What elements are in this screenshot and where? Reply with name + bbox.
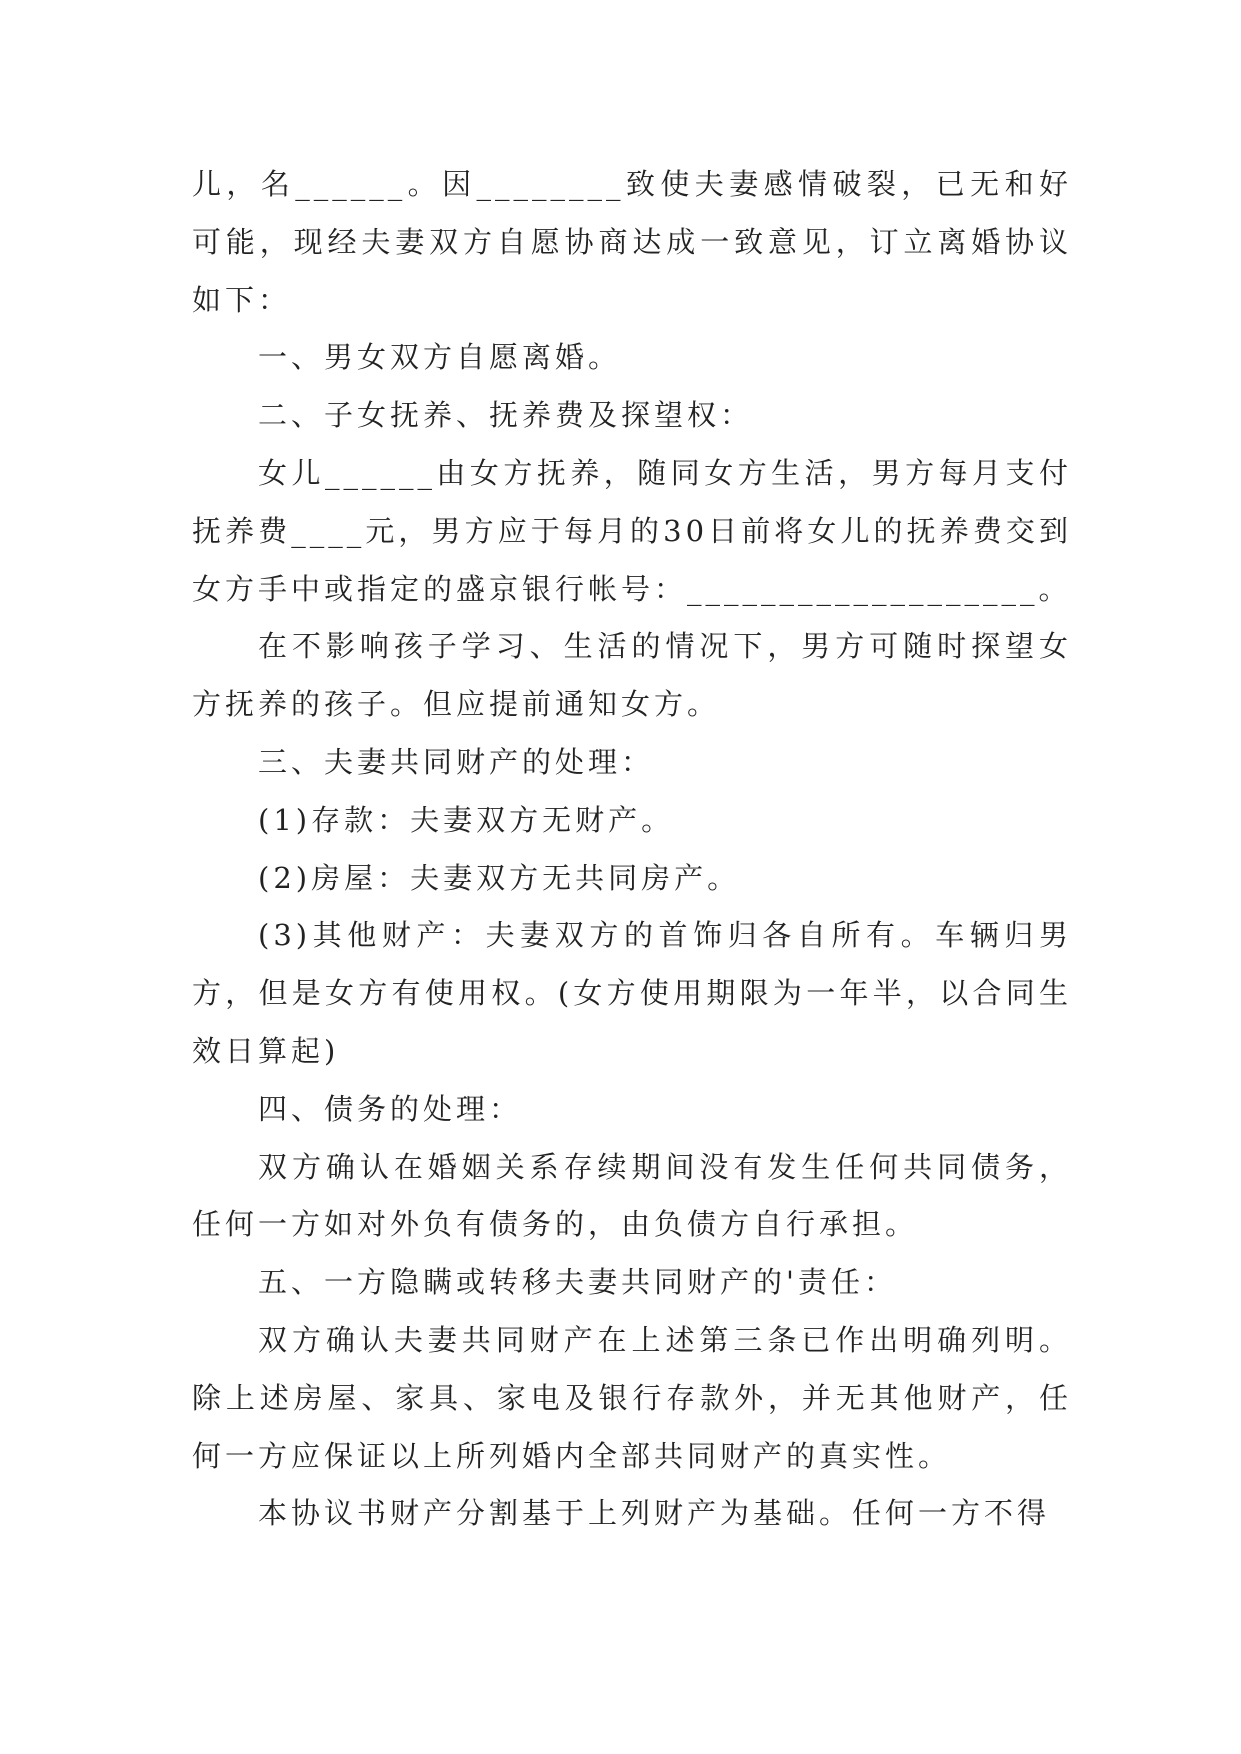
document-page [192, 156, 1072, 1543]
clause-1-heading: 一、男女双方自愿离婚。 [258, 340, 622, 375]
clause-5-basis: 本协议书财产分割基于上列财产为基础。任何一方不得 [258, 1496, 1051, 1531]
clause-5-heading: 五、一方隐瞒或转移夫妻共同财产的'责任： [258, 1265, 897, 1300]
clause-2-visitation: 在不影响孩子学习、生活的情况下，男方可随时探望女方抚养的孩子。但应提前通知女方。 [192, 629, 1072, 722]
clause-2-heading: 二、子女抚养、抚养费及探望权： [258, 398, 754, 433]
paragraph-intro-continued: 儿，名______。因________致使夫妻感情破裂，已无和好可能，现经夫妻双方自愿协商达成一致意见，订立离婚协议如下： [192, 167, 1072, 317]
clause-5-confirmation: 双方确认夫妻共同财产在上述第三条已作出明确列明。除上述房屋、家具、家电及银行存款外，并无其他财产，任何一方应保证以上所列婚内全部共同财产的真实性。 [192, 1322, 1072, 1473]
clause-3-heading: 三、夫妻共同财产的处理： [258, 744, 655, 779]
clause-3-housing: (2)房屋：夫妻双方无共同房产。 [258, 860, 741, 895]
clause-2-custody: 女儿______由女方抚养，随同女方生活，男方每月支付抚养费____元，男方应于每月的30日前将女儿的抚养费交到女方手中或指定的盛京银行帐号：___________________。 [192, 455, 1072, 606]
clause-4-debts: 双方确认在婚姻关系存续期间没有发生任何共同债务，任何一方如对外负有债务的，由负债方自行承担。 [192, 1149, 1072, 1242]
clause-3-deposits: (1)存款：夫妻双方无财产。 [258, 802, 675, 837]
clause-4-heading: 四、债务的处理： [258, 1091, 523, 1126]
clause-3-other-property: (3)其他财产：夫妻双方的首饰归各自所有。车辆归男方，但是女方有使用权。(女方使用期限为一年半，以合同生效日算起) [192, 918, 1072, 1068]
